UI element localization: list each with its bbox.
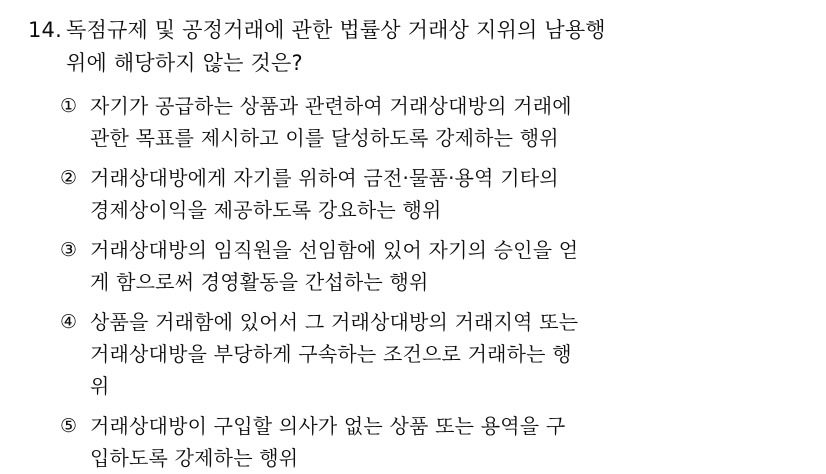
choice-marker: ④ [60, 311, 78, 333]
choice-text [90, 410, 780, 474]
question-number: 14. [28, 18, 62, 42]
choice-line: 위 [90, 374, 110, 398]
choice-item-4[interactable] [22, 306, 800, 402]
choice-list [22, 90, 800, 474]
choice-line: 경제상이익을 제공하도록 강요하는 행위 [90, 198, 442, 222]
choice-line: 자기가 공급하는 상품과 관련하여 거래상대방의 거래에 [90, 94, 572, 118]
choice-text [90, 306, 780, 402]
question-line: 위에 해당하지 않는 것은? [66, 51, 303, 75]
choice-line: 거래상대방에게 자기를 위하여 금전·물품·용역 기타의 [90, 166, 559, 190]
choice-line: 입하도록 강제하는 행위 [90, 446, 299, 470]
choice-item-2[interactable] [22, 162, 800, 226]
choice-text [90, 162, 780, 226]
choice-line: 거래상대방을 부당하게 구속하는 조건으로 거래하는 행 [90, 342, 572, 366]
choice-item-1[interactable] [22, 90, 800, 154]
choice-marker: ① [60, 95, 78, 117]
choice-line: 거래상대방의 임직원을 선임함에 있어 자기의 승인을 얻 [90, 238, 579, 262]
choice-marker: ② [60, 167, 78, 189]
choice-marker: ③ [60, 239, 78, 261]
choice-text [90, 90, 780, 154]
choice-item-5[interactable] [22, 410, 800, 474]
question-text [66, 14, 786, 80]
choice-marker: ⑤ [60, 415, 78, 437]
choice-line: 거래상대방이 구입할 의사가 없는 상품 또는 용역을 구 [90, 414, 566, 438]
choice-item-3[interactable] [22, 234, 800, 298]
choice-line: 상품을 거래함에 있어서 그 거래상대방의 거래지역 또는 [90, 310, 579, 334]
choice-line: 게 함으로써 경영활동을 간섭하는 행위 [90, 270, 429, 294]
choice-line: 관한 목표를 제시하고 이를 달성하도록 강제하는 행위 [90, 126, 559, 150]
choice-text [90, 234, 780, 298]
question-line: 독점규제 및 공정거래에 관한 법률상 거래상 지위의 남용행 [66, 18, 606, 42]
question-block [22, 14, 800, 80]
